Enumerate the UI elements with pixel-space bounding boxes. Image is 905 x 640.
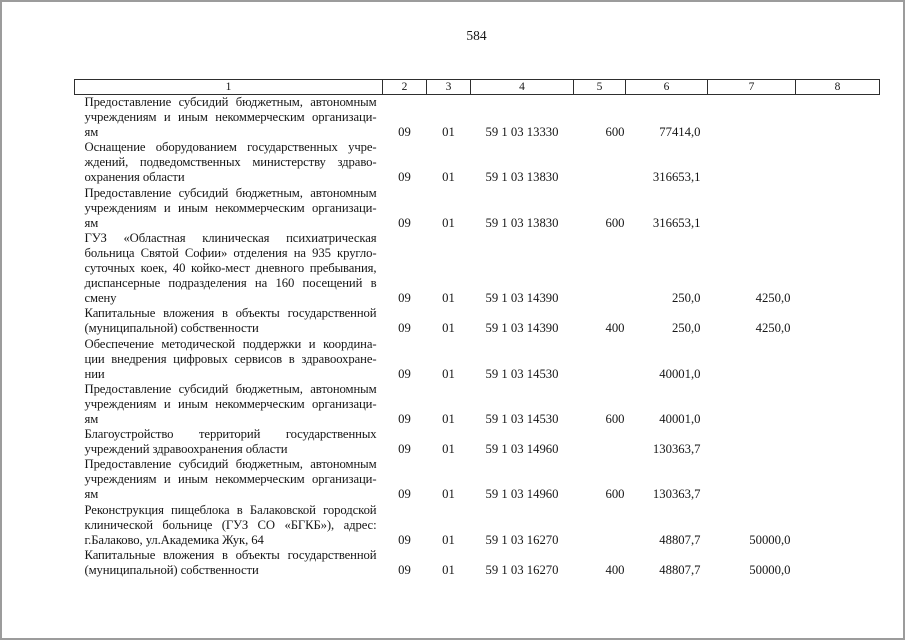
expense-name-line: суточных коек, 40 койко-мест дневного пребывания, [84,261,377,276]
amount-year2-cell: 4250,0 [755,291,791,306]
subsection-code-cell: 01 [442,215,455,230]
amount-year2-cell [708,382,796,427]
table-row [75,427,880,457]
amount-year1-cell: 130363,7 [652,487,701,502]
amount-year2-cell [708,95,796,141]
page-number: 584 [466,28,487,43]
expense-name-line: учреждений здравоохранения области [84,442,288,457]
table-row [75,337,880,382]
amount-year1-cell: 77414,0 [659,125,701,140]
amount-year3-cell [796,457,880,502]
amount-year3-cell [796,548,880,578]
section-code-cell: 09 [398,442,411,457]
table-row [75,306,880,336]
subsection-code-cell: 01 [442,532,455,547]
subsection-code-cell: 01 [442,442,455,457]
expense-name-cell [75,95,383,141]
target-article-cell: 59 1 03 16270 [485,562,559,577]
amount-year3-cell [796,140,880,185]
expense-name-line: учреждениям и иным некоммерческим организаци- [84,472,377,487]
expense-name-line: Предоставление субсидий бюджетным, автономным [84,457,377,472]
expense-name-line: Благоустройство территорий государственных [84,427,377,442]
amount-year2-cell: 50000,0 [749,532,791,547]
expense-type-cell: 600 [605,125,625,140]
expense-name-line: ждений, подведомственных министерству здраво- [84,155,377,170]
expense-name-line: г.Балаково, ул.Академика Жук, 64 [84,532,264,547]
subsection-code-cell: 01 [442,562,455,577]
expense-name-line: учреждениям и иным некоммерческим организаци- [84,110,377,125]
column-header-3: 3 [427,80,471,95]
section-code-cell: 09 [398,366,411,381]
amount-year1-cell: 48807,7 [659,562,701,577]
section-code-cell: 09 [398,562,411,577]
expense-name-cell [75,548,383,578]
column-header-1: 1 [75,80,383,95]
subsection-code-cell: 01 [442,125,455,140]
expense-name-line: охранения области [84,170,185,185]
section-code-cell: 09 [398,215,411,230]
amount-year3-cell [796,382,880,427]
column-header-7: 7 [708,80,796,95]
expense-type-cell: 400 [605,321,625,336]
amount-year2-cell [708,186,796,231]
target-article-cell: 59 1 03 14960 [485,442,559,457]
expense-type-cell: 600 [605,215,625,230]
amount-year3-cell [796,503,880,548]
expense-name-cell [75,231,383,306]
subsection-code-cell: 01 [442,411,455,426]
expense-name-line: (муниципальной) собственности [84,321,259,336]
amount-year3-cell [796,427,880,457]
amount-year1-cell: 250,0 [671,321,701,336]
target-article-cell: 59 1 03 14530 [485,411,559,426]
amount-year1-cell: 40001,0 [659,411,701,426]
table-header [75,80,880,95]
expense-name-line: Оснащение оборудованием государственных учре- [84,140,377,155]
target-article-cell: 59 1 03 14960 [485,487,559,502]
amount-year1-cell: 250,0 [671,291,701,306]
expense-name-line: Обеспечение методической поддержки и координа- [84,336,377,351]
amount-year3-cell [796,186,880,231]
subsection-code-cell: 01 [442,170,455,185]
amount-year1-cell: 316653,1 [652,170,701,185]
amount-year3-cell [796,306,880,336]
column-header-6: 6 [626,80,708,95]
section-code-cell: 09 [398,321,411,336]
table-row [75,186,880,231]
expense-name-line: Предоставление субсидий бюджетным, автономным [84,381,377,396]
expense-name-line: нии [84,366,105,381]
expense-name-cell [75,427,383,457]
expense-name-cell [75,306,383,336]
amount-year2-cell [708,427,796,457]
table-row [75,382,880,427]
expense-name-cell [75,457,383,502]
expense-type-cell: 600 [605,487,625,502]
amount-year3-cell [796,231,880,306]
expense-type-cell [574,337,626,382]
target-article-cell: 59 1 03 13830 [485,170,559,185]
amount-year1-cell: 40001,0 [659,366,701,381]
expense-name-cell [75,186,383,231]
subsection-code-cell: 01 [442,291,455,306]
expense-name-cell [75,503,383,548]
expense-name-line: ции внедрения цифровых сервисов в здравоохране- [84,351,377,366]
table-row [75,457,880,502]
amount-year1-cell: 130363,7 [652,442,701,457]
expense-name-line: ям [84,411,99,426]
section-code-cell: 09 [398,291,411,306]
expense-name-line: больница Святой Софии» отделения на 935 кругло- [84,245,377,260]
column-header-2: 2 [383,80,427,95]
target-article-cell: 59 1 03 16270 [485,532,559,547]
column-header-4: 4 [471,80,574,95]
expense-name-line: смену [84,291,117,306]
table-row [75,548,880,578]
expense-name-line: Предоставление субсидий бюджетным, автономным [84,185,377,200]
expense-name-line: Реконструкция пищеблока в Балаковской городской [84,502,377,517]
expense-name-line: учреждениям и иным некоммерческим организаци- [84,396,377,411]
expense-name-line: ям [84,487,99,502]
table-row [75,95,880,141]
expense-name-line: ГУЗ «Областная клиническая психиатрическая [84,230,377,245]
expense-name-line: ям [84,125,99,140]
amount-year2-cell: 4250,0 [755,321,791,336]
expense-name-cell [75,337,383,382]
expense-type-cell: 600 [605,411,625,426]
table-row [75,231,880,306]
subsection-code-cell: 01 [442,321,455,336]
expense-type-cell [574,231,626,306]
section-code-cell: 09 [398,532,411,547]
expense-name-cell [75,140,383,185]
target-article-cell: 59 1 03 14530 [485,366,559,381]
expense-type-cell [574,140,626,185]
expense-type-cell: 400 [605,562,625,577]
expense-name-line: диспансерные подразделения на 160 посещений в [84,276,377,291]
amount-year2-cell [708,140,796,185]
expense-type-cell [574,427,626,457]
table-header-row [75,80,880,95]
amount-year2-cell: 50000,0 [749,562,791,577]
expense-name-line: клинической больнице (ГУЗ СО «БГКБ»), адрес: [84,517,377,532]
section-code-cell: 09 [398,125,411,140]
section-code-cell: 09 [398,170,411,185]
amount-year1-cell: 48807,7 [659,532,701,547]
amount-year2-cell [708,337,796,382]
amount-year3-cell [796,95,880,141]
amount-year2-cell [708,457,796,502]
table-body [75,95,880,579]
expense-name-line: ям [84,215,99,230]
target-article-cell: 59 1 03 13830 [485,215,559,230]
target-article-cell: 59 1 03 14390 [485,291,559,306]
expense-name-line: Капитальные вложения в объекты государственной [84,306,377,321]
budget-table [74,79,880,578]
column-header-5: 5 [574,80,626,95]
expense-type-cell [574,503,626,548]
section-code-cell: 09 [398,487,411,502]
expense-name-line: (муниципальной) собственности [84,562,259,577]
table-row [75,140,880,185]
expense-name-line: Предоставление субсидий бюджетным, автономным [84,95,377,109]
expense-name-line: Капитальные вложения в объекты государственной [84,547,377,562]
target-article-cell: 59 1 03 13330 [485,125,559,140]
section-code-cell: 09 [398,411,411,426]
expense-name-line: учреждениям и иным некоммерческим организаци- [84,200,377,215]
column-header-8: 8 [796,80,880,95]
subsection-code-cell: 01 [442,366,455,381]
subsection-code-cell: 01 [442,487,455,502]
amount-year3-cell [796,337,880,382]
table-row [75,503,880,548]
expense-name-cell [75,382,383,427]
amount-year1-cell: 316653,1 [652,215,701,230]
target-article-cell: 59 1 03 14390 [485,321,559,336]
